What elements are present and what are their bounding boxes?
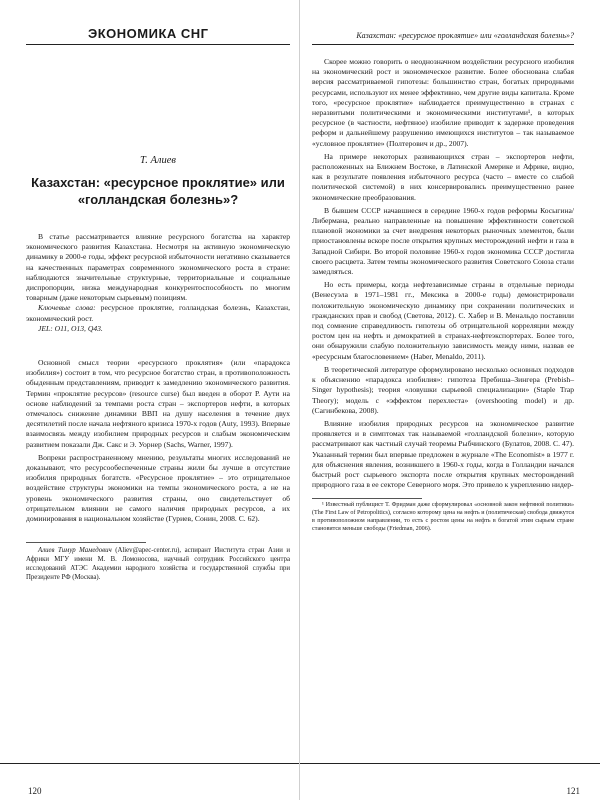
- body-text-right: [312, 57, 574, 490]
- author-note-rule: [26, 542, 146, 543]
- paragraph: Вопреки распространенному мнению, результаты многих исследований не доказывают, что ресурсообеспеченные страны жили бы лучше в отсутствие изобилия природных богатств. «Ресурсное проклятие» – это отрицательное воздействие структуры экономики на темпы экономического роста, а не на уровень экономического развития страны, оно свидетельствует об отрицательном влиянии не самого наличия природных ресурсов, а их доминирования в национальном хозяйстве (Гуриев, Сонин, 2008. С. 62).: [26, 452, 290, 524]
- footnote: ¹ Известный публицист Т. Фридман даже сформулировал «основной закон нефтяной политики» (The First Law of Petropolitics), согласно которому цена на нефть и (политическая) свобода движутся в противоположном направлении, то есть с ростом цены на нефть в богатой этим сырьем стране становится меньше свободы (Friedman, 2006).: [312, 502, 574, 533]
- body-text-left: [26, 358, 290, 524]
- page-number-left: 120: [28, 786, 42, 796]
- paragraph: На примере некоторых развивающихся стран – экспортеров нефти, расположенных на Ближнем Востоке, в Латинской Америке и Африке, видно, как в результате появления избыточного ресурса (часто – вместе со слабой политической системой) в них консервировались преимущественно ранее экономические преобразования.: [312, 151, 574, 202]
- right-page: [300, 0, 600, 800]
- author-note-name: Алиев Тимур Мамедович: [38, 547, 112, 555]
- footnote-rule: [312, 498, 422, 499]
- jel-codes: JEL: O11, O13, Q43.: [38, 323, 103, 333]
- paragraph: Основной смысл теории «ресурсного проклятия» (или «парадокса изобилия») состоит в том, что ресурсное богатство стран, в противоположность обыденным представлениям, приводит к замедлению экономического развития. Термин «проклятие ресурсов» (resource curse) был введен в оборот Р. Аути на основе наблюдений за темпами роста стран – экспортеров нефти, в которых отмечалось снижение динамики ВВП на душу населения в течение двух десятилетий после начала нефтяного кризиса 1970-х годов (Auty, 1993). Впервые взаимосвязь между изобилием природных ресурсов и слабым экономическим развитием показали Дж. Сакс и Э. Уорнер (Sachs, Warner, 1997).: [26, 358, 290, 449]
- keywords-label: Ключевые слова:: [38, 303, 96, 313]
- page-number-right: 121: [566, 786, 580, 796]
- author-note: [26, 546, 290, 582]
- abstract-text: В статье рассматривается влияние ресурсного богатства на характер экономического развития Казахстана. Несмотря на активную экономическую динамику в 2000-е годы, эффект ресурсной избыточности негативно сказывается на качественных параметрах современного экономического роста в стране: наблюдаются значительные структурные, территориальные и социальные диспропорции, низка международная конкурентоспособность по многим товарным (даже некоторым сырьевым) позициям.: [26, 232, 290, 303]
- footer-rule-right: [300, 763, 600, 790]
- running-head-title: Казахстан: «ресурсное проклятие» или «голландская болезнь»?: [356, 31, 574, 40]
- footer-rule-left: [0, 763, 300, 790]
- article-title: Казахстан: «ресурсное проклятие» или «голландская болезнь»?: [31, 175, 285, 207]
- keywords: [26, 303, 290, 323]
- paragraph: Влияние изобилия природных ресурсов на экономическое развитие проявляется и в симптомах так называемой «голландской болезни», которую рассматривают как частный случай теоремы Рыбчинского (Булатов, 2008. С. 47). Указанный термин был впервые предложен в журнале «The Economist» в 1977 г. для объяснения явления, возникшего в 1960-х годы, когда в Голландии начался быстрый рост сырьевого экспорта после открытия крупных месторождений природного газа в ее секторе Северного моря. Это привело к укреплению нидер-: [312, 418, 574, 490]
- article-author: Т. Алиев: [140, 155, 176, 166]
- paragraph: В теоретической литературе сформулировано несколько основных подходов к объяснению «парадокса изобилия»: гипотеза Пребиша–Зингера (Prebish–Singer hypothesis); теория «ловушки сырьевой специализации» (Staple Trap Theory); модель с «эффектом перехлеста» (overshooting model) и др. (Сагинбекова, 2008).: [312, 364, 574, 415]
- author-note-text: (Aliev@apec-center.ru), аспирант Института стран Азии и Африки МГУ имени М. В. Ломоносова, научный сотрудник Российского центра исследований АТЭС Академии народного хозяйства и государственной службы при Президенте РФ (Москва).: [26, 547, 291, 582]
- paragraph: В бывшем СССР начавшиеся в середине 1960-х годов реформы Косыгина/Либермана, реально направленные на повышение эффективности советской плановой экономики за счет внедрения некоторых рыночных элементов, были приостановлены вскоре после открытия крупных месторождений нефти и газа в Западной Сибири. Во второй половине 1960-х годов экономика СССР достигла своего расцвета. Затем темпы экономического развития Советского Союза стали замедляться.: [312, 205, 574, 277]
- running-head-left: [26, 18, 290, 45]
- paragraph: Но есть примеры, когда нефтезависимые страны в отдельные периоды (Венесуэла в 1971–1981 гг., Мексика в 2000-е годы) демонстрировали положительную экономическую динамику при сохранении политических и гражданских прав и свобод (Светова, 2012). С. Хабер и В. Менальдо поставили под сомнение справедливость гипотезы об отрицательной корреляции между ростом цен на нефть и демократией в странах-нефтеэкспортерах. Более того, они обнаружили слабую положительную зависимость между ними, назвав ее «ресурсным благословением» (Haber, Menaldo, 2011).: [312, 280, 574, 361]
- section-title: ЭКОНОМИКА СНГ: [88, 26, 209, 41]
- keywords-text: ресурсное проклятие, голландская болезнь, Казахстан, экономический рост.: [26, 303, 290, 323]
- running-head-right: [312, 18, 574, 45]
- abstract: [26, 232, 290, 334]
- paragraph: Скорее можно говорить о неоднозначном воздействии ресурсного изобилия на экономический рост и экономическое развитие. Более обоснована слабая версия рассматриваемой гипотезы: большинство стран, богатых природными ресурсами, используют их менее эффективно, чем другие виды капитала. Кроме того, «ресурсное проклятие» наблюдается преимущественно в странах с неразвитыми политическими и экономическими институтами¹, в которых ресурсное (в частности, нефтяное) изобилие приводит к задержке проведения реформ и дальнейшему разрушению имеющихся институтов – так называемое «условное проклятие» (Полтерович и др., 2007).: [312, 57, 574, 148]
